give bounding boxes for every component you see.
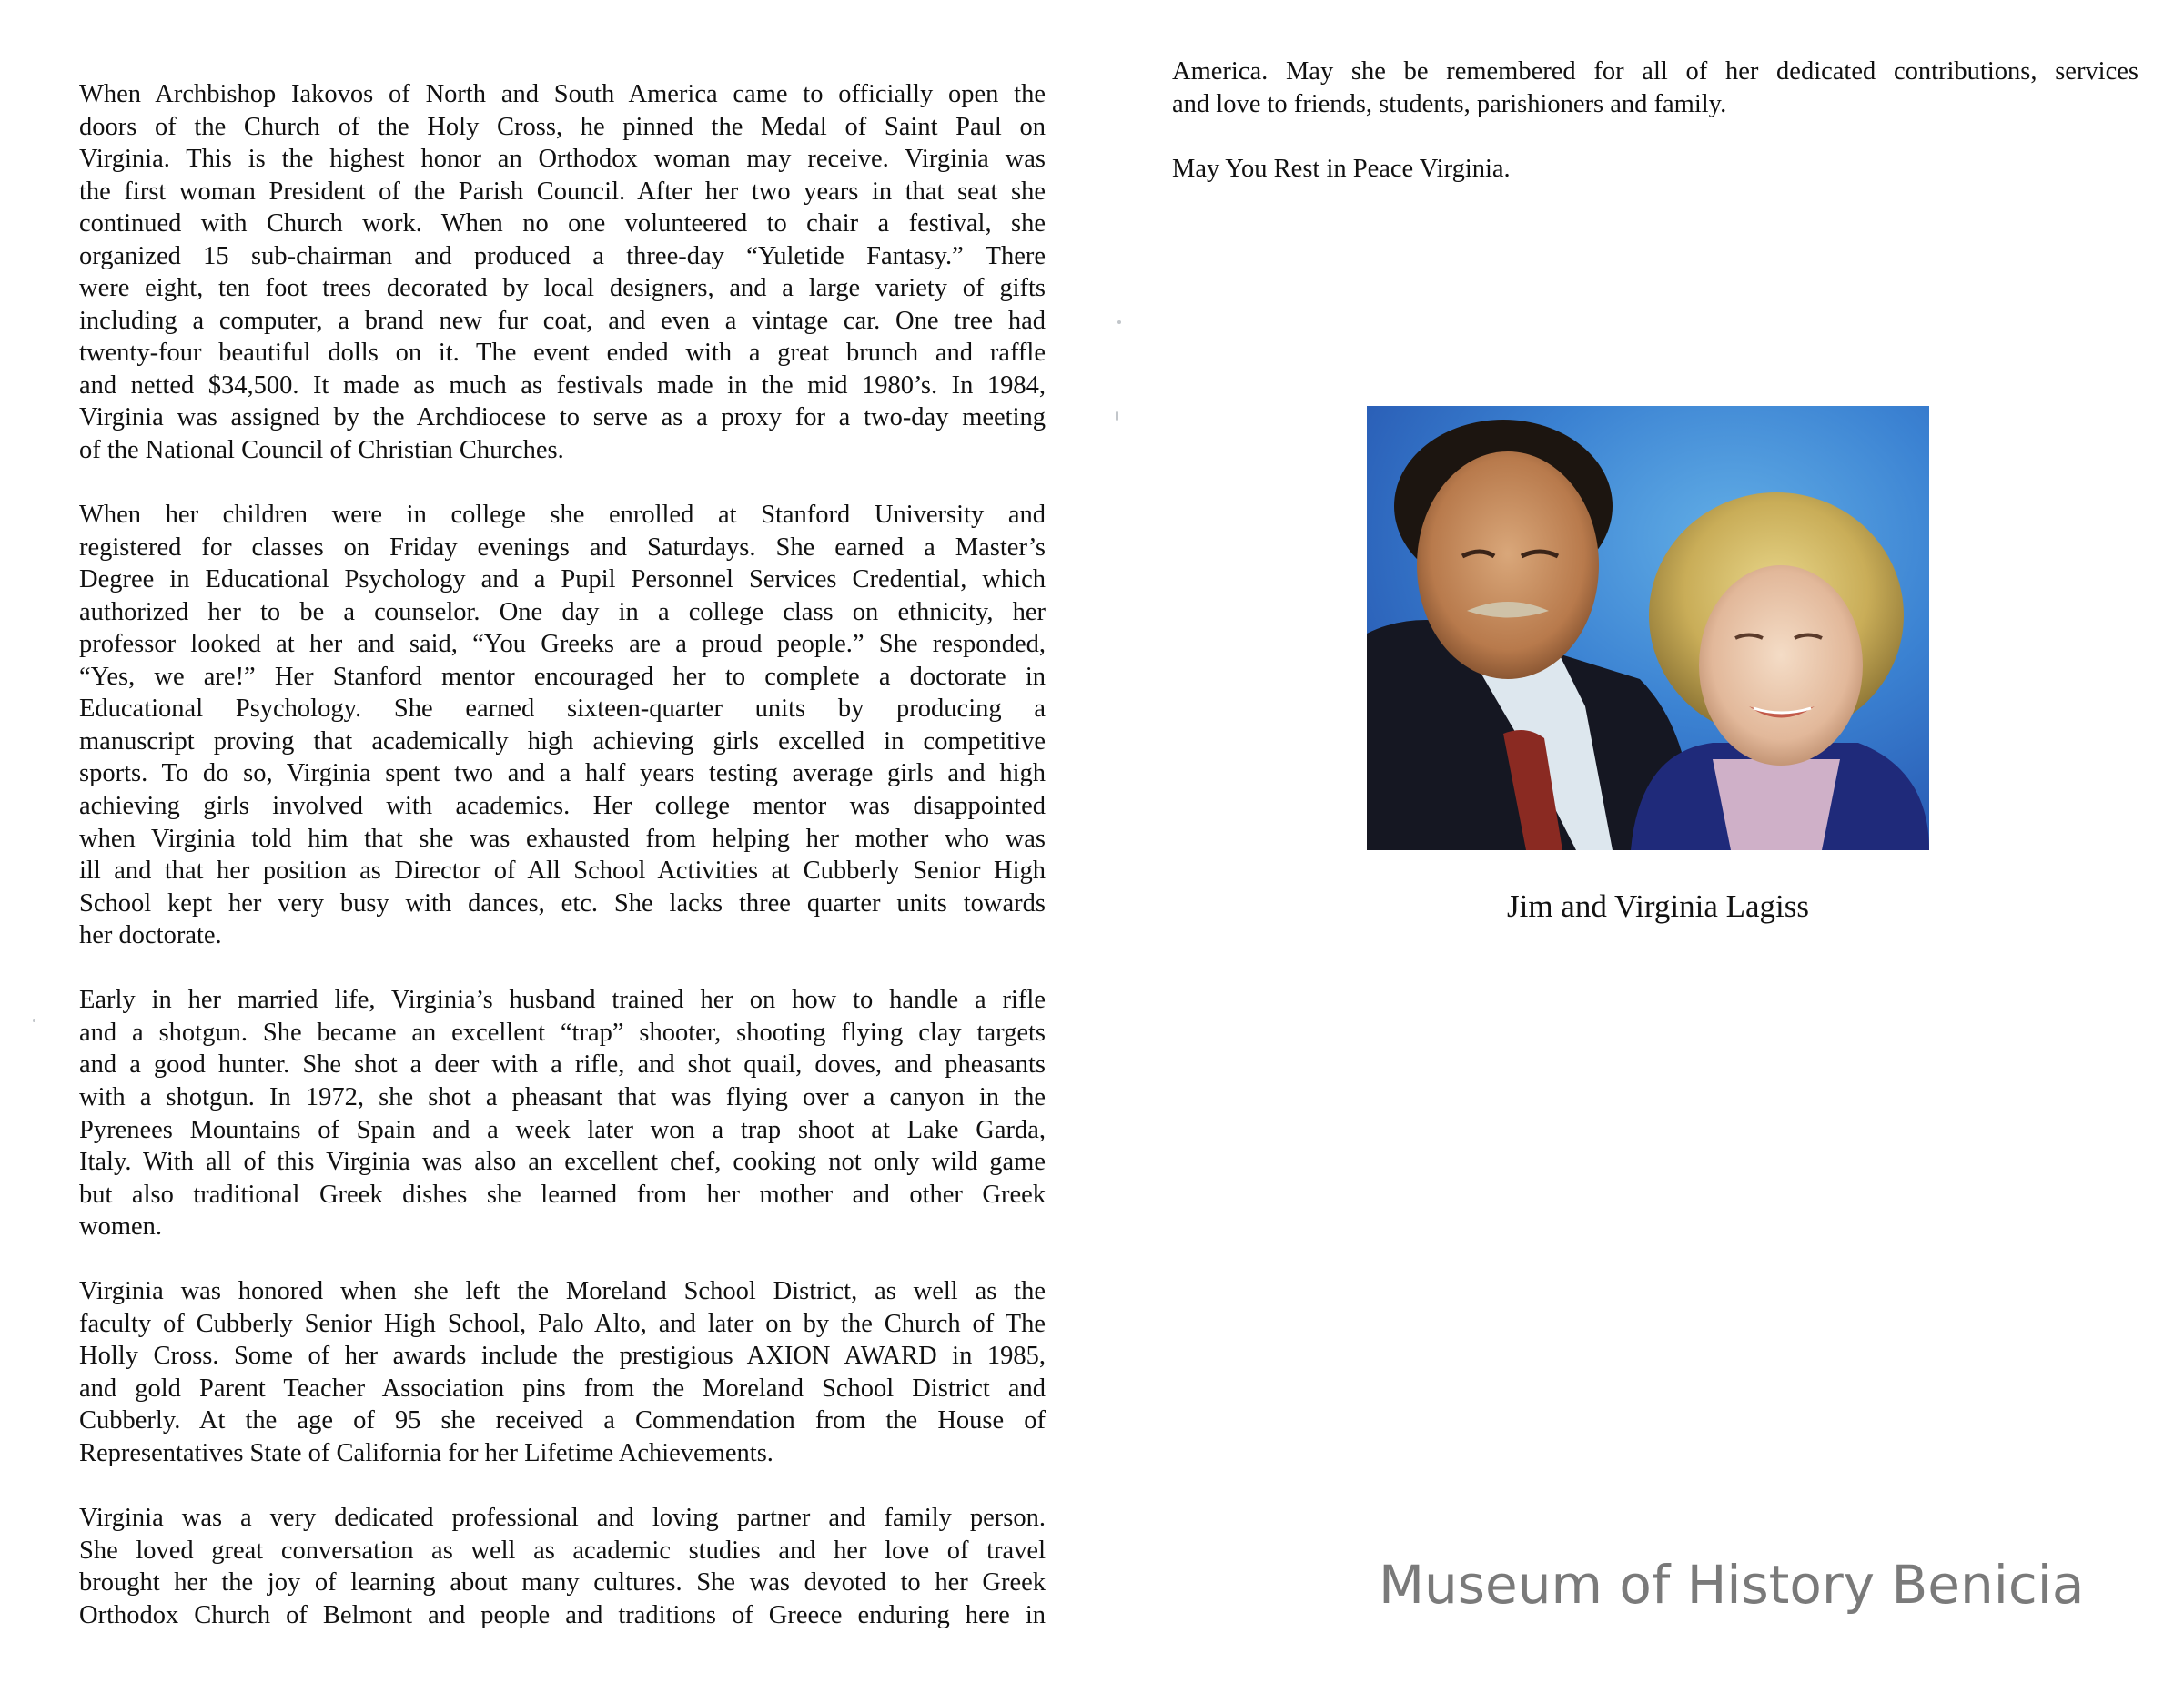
left-text-column [79, 78, 1046, 1664]
text-line: organized 15 sub-chairman and produced a three-day “Yuletide Fantasy.” There [79, 241, 1046, 270]
text-line: and gold Parent Teacher Association pins from the Moreland School District and [79, 1374, 1046, 1403]
text-line: authorized her to be a counselor. One day in a college class on ethnicity, her [79, 597, 1046, 626]
text-line: Pyrenees Mountains of Spain and a week later won a trap shoot at Lake Garda, [79, 1115, 1046, 1144]
text-line: manuscript proving that academically high achieving girls excelled in competitive [79, 726, 1046, 756]
text-line: faculty of Cubberly Senior High School, Palo Alto, and later on by the Church of The [79, 1309, 1046, 1338]
photo-caption: Jim and Virginia Lagiss [1506, 888, 1809, 924]
paragraph-honors [79, 1275, 1046, 1469]
text-line: professor looked at her and said, “You Greeks are a proud people.” She responded, [79, 630, 1046, 659]
text-line: Virginia was a very dedicated professional and loving partner and family person. [79, 1504, 1046, 1533]
scan-speck [1116, 411, 1118, 421]
text-line: She loved great conversation as well as academic studies and her love of travel [79, 1536, 1046, 1565]
text-line: Educational Psychology. She earned sixteen-quarter units by producing a [79, 695, 1046, 724]
text-line: “Yes, we are!” Her Stanford mentor encouraged her to complete a doctorate in [79, 662, 1046, 691]
text-line: with a shotgun. In 1972, she shot a pheasant that was flying over a canyon in the [79, 1082, 1046, 1111]
text-line: continued with Church work. When no one volunteered to chair a festival, she [79, 209, 1046, 238]
text-line: When her children were in college she enrolled at Stanford University and [79, 501, 1046, 530]
text-line: Virginia was honored when she left the Moreland School District, as well as the [79, 1277, 1046, 1306]
portrait-image [1367, 406, 1929, 850]
text-line: and a shotgun. She became an excellent “trap” shooter, shooting flying clay targets [79, 1018, 1046, 1047]
text-line: Representatives State of California for her Lifetime Achievements. [79, 1438, 774, 1467]
text-line: including a computer, a brand new fur coat, and even a vintage car. One tree had [79, 306, 1046, 335]
text-line: twenty-four beautiful dolls on it. The event ended with a great brunch and raffle [79, 339, 1046, 368]
text-line: When Archbishop Iakovos of North and South America came to officially open the [79, 80, 1046, 108]
text-line: but also traditional Greek dishes she learned from her mother and other Greek [79, 1180, 1046, 1209]
text-line: the first woman President of the Parish Council. After her two years in that seat she [79, 177, 1046, 206]
text-line: when Virginia told him that she was exhausted from helping her mother who was [79, 824, 1046, 853]
text-line: Italy. With all of this Virginia was also an excellent chef, cooking not only wild game [79, 1148, 1046, 1177]
text-line: brought her the joy of learning about many cultures. She was devoted to her Greek [79, 1568, 1046, 1598]
couple-portrait-photo [1367, 406, 1929, 850]
text-line: and netted $34,500. It made as much as festivals made in the mid 1980’s. In 1984, [79, 370, 1046, 400]
text-line: Virginia. This is the highest honor an Orthodox woman may receive. Virginia was [79, 145, 1046, 174]
text-line: and a good hunter. She shot a deer with a rifle, and shot quail, doves, and pheasants [79, 1050, 1046, 1080]
text-line: women. [79, 1212, 163, 1242]
text-line: School kept her very busy with dances, etc. She lacks three quarter units towards [79, 888, 1046, 918]
scan-speck [1117, 320, 1121, 324]
text-line: Virginia was assigned by the Archdiocese to serve as a proxy for a two-day meeting [79, 403, 1046, 432]
text-line: doors of the Church of the Holy Cross, he pinned the Medal of Saint Paul on [79, 112, 1046, 141]
paragraph-dedication [79, 1502, 1046, 1631]
text-line: Holly Cross. Some of her awards include the prestigious AXION AWARD in 1985, [79, 1342, 1046, 1371]
text-line: sports. To do so, Virginia spent two and a half years testing average girls and high [79, 759, 1046, 788]
text-line: Early in her married life, Virginia’s husband trained her on how to handle a rifle [79, 986, 1046, 1015]
scan-speck [33, 1019, 35, 1022]
text-line: America. May she be remembered for all of her dedicated contributions, services [1172, 57, 2138, 86]
text-line: Degree in Educational Psychology and a Pupil Personnel Services Credential, which [79, 565, 1046, 594]
paragraph-rest-in-peace [1172, 153, 2138, 186]
text-line: achieving girls involved with academics. Her college mentor was disappointed [79, 792, 1046, 821]
text-line: of the National Council of Christian Churches. [79, 436, 564, 465]
museum-watermark: Museum of History Benicia [1379, 1554, 2085, 1616]
text-line: registered for classes on Friday evenings and Saturdays. She earned a Master’s [79, 532, 1046, 562]
paragraph-stanford [79, 499, 1046, 952]
paragraph-archbishop [79, 78, 1046, 467]
paragraph-remembrance [1172, 56, 2138, 120]
text-line: ill and that her position as Director of All School Activities at Cubberly Senior High [79, 857, 1046, 886]
text-line: and love to friends, students, parishioners and family. [1172, 89, 1727, 118]
text-line: her doctorate. [79, 921, 222, 950]
text-line: Orthodox Church of Belmont and people and traditions of Greece enduring here in [79, 1600, 1046, 1629]
right-text-column [1172, 56, 2138, 218]
paragraph-hunting [79, 984, 1046, 1242]
text-line: were eight, ten foot trees decorated by local designers, and a large variety of gifts [79, 274, 1046, 303]
text-line: Cubberly. At the age of 95 she received a Commendation from the House of [79, 1406, 1046, 1435]
text-line: May You Rest in Peace Virginia. [1172, 154, 1511, 183]
